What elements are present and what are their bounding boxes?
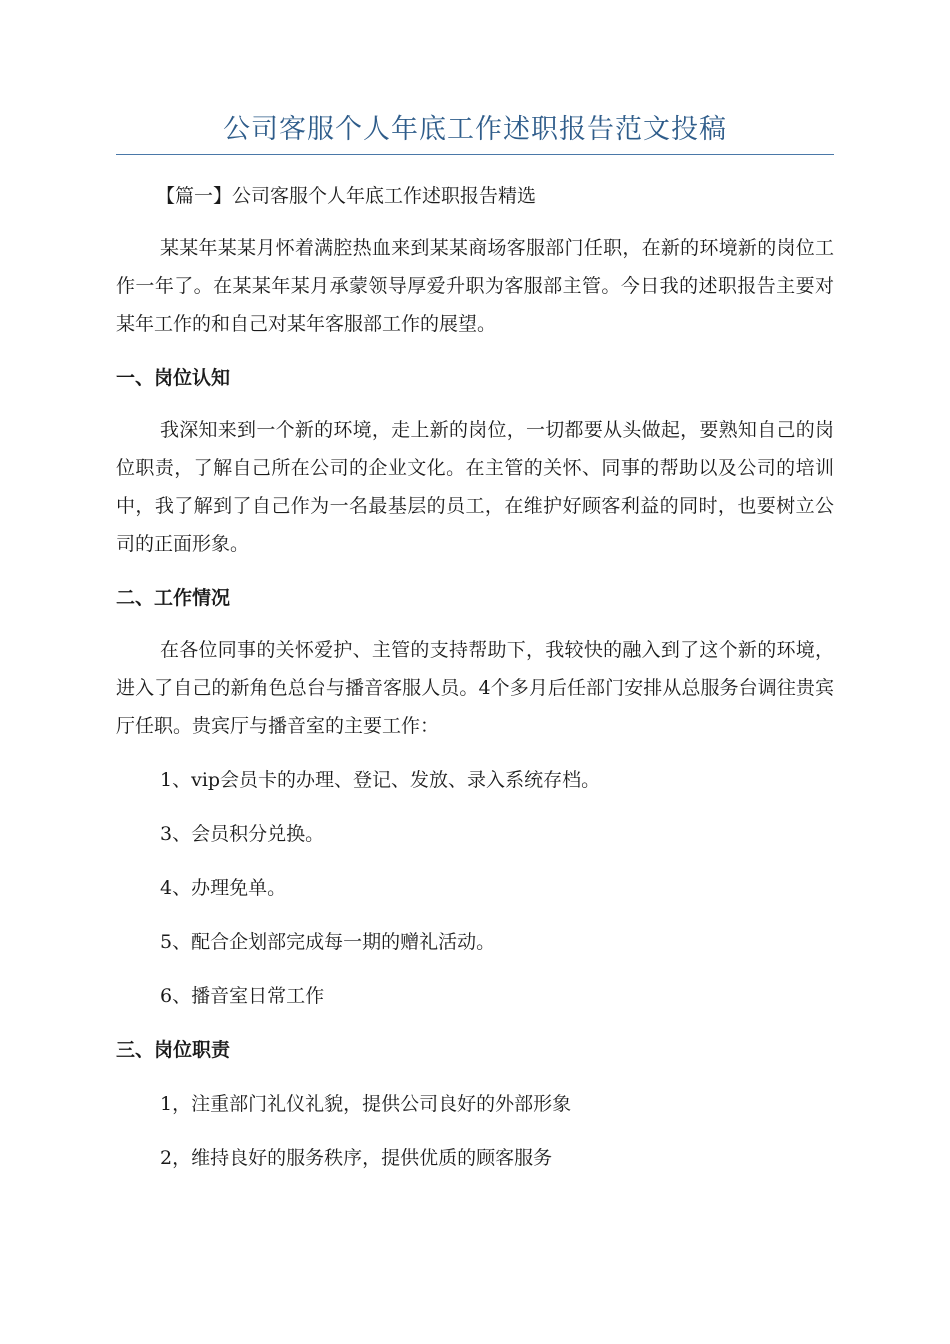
intro-paragraph: 某某年某某月怀着满腔热血来到某某商场客服部门任职，在新的环境新的岗位工作一年了。在某某年某月承蒙领导厚爱升职为客服部主管。今日我的述职报告主要对某年工作的和自己对某年客服部工作的展望。: [116, 237, 834, 335]
list-item: 4、办理免单。: [160, 877, 287, 899]
section-position-awareness: [116, 359, 834, 563]
section-heading: 一、岗位认知: [116, 367, 231, 389]
document-title: 公司客服个人年底工作述职报告范文投稿: [116, 110, 834, 155]
document-page: [116, 110, 834, 1177]
list-item: 5、配合企划部完成每一期的赠礼活动。: [160, 931, 496, 953]
list-item: 1，注重部门礼仪礼貌，提供公司良好的外部形象: [160, 1093, 572, 1115]
list-item: 3、会员积分兑换。: [160, 823, 325, 845]
section-job-duties: [116, 1031, 834, 1177]
list-item: 6、播音室日常工作: [160, 985, 325, 1007]
list-item: 2，维持良好的服务秩序，提供优质的顾客服务: [160, 1147, 553, 1169]
list-item: 1、vip会员卡的办理、登记、发放、录入系统存档。: [160, 769, 601, 791]
section-heading: 二、工作情况: [116, 587, 231, 609]
section-work-situation: [116, 579, 834, 1015]
section-paragraph: 在各位同事的关怀爱护、主管的支持帮助下，我较快的融入到了这个新的环境，进入了自己的新角色总台与播音客服人员。4个多月后任部门安排从总服务台调往贵宾厅任职。贵宾厅与播音室的主要工作：: [116, 639, 834, 737]
article-subtitle: 【篇一】公司客服个人年底工作述职报告精选: [156, 185, 537, 207]
section-paragraph: 我深知来到一个新的环境，走上新的岗位，一切都要从头做起，要熟知自己的岗位职责，了解自己所在公司的企业文化。在主管的关怀、同事的帮助以及公司的培训中，我了解到了自己作为一名最基层的员工，在维护好顾客利益的同时，也要树立公司的正面形象。: [116, 419, 834, 555]
section-heading: 三、岗位职责: [116, 1039, 231, 1061]
